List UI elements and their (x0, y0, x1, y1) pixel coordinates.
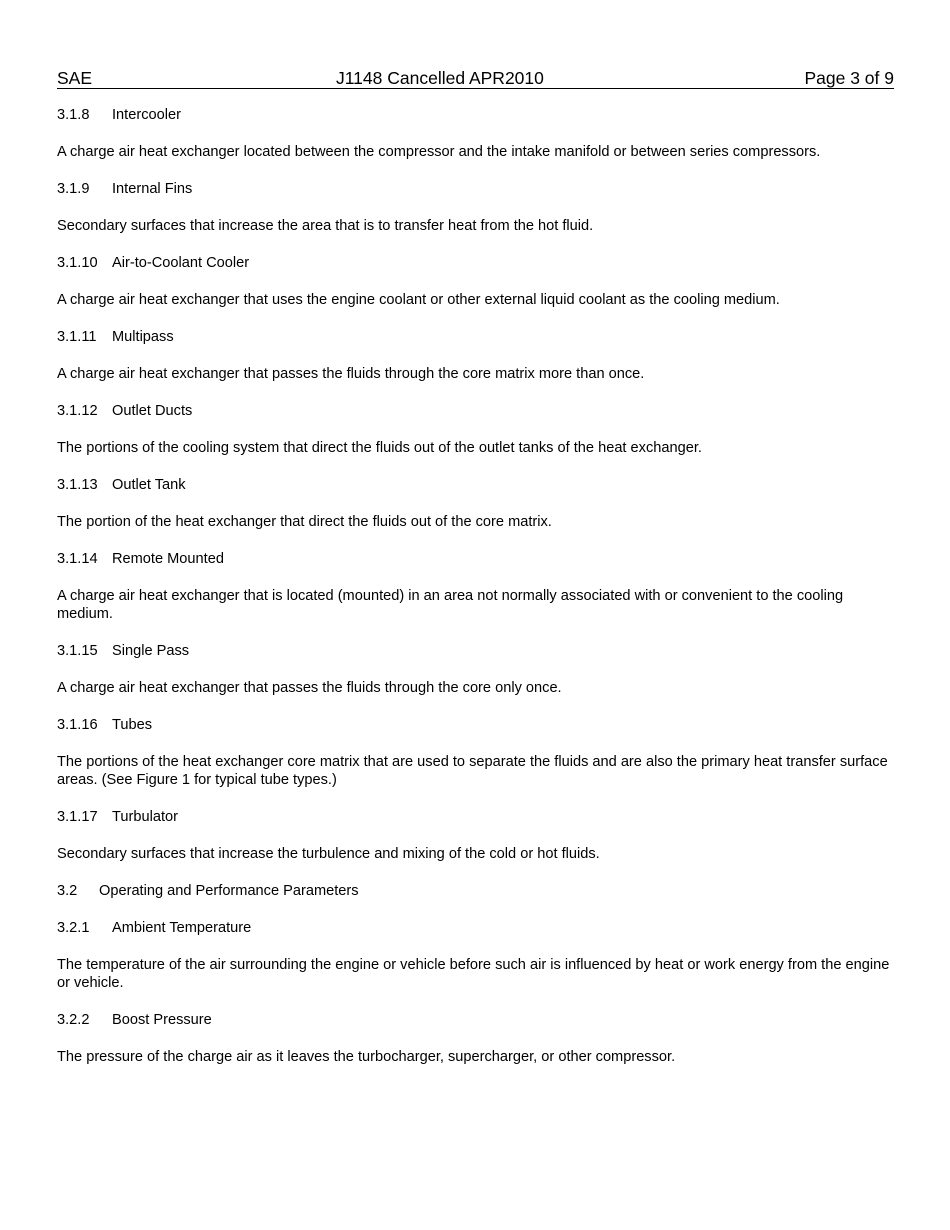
page-header (57, 68, 894, 89)
section-title: Internal Fins (112, 181, 193, 197)
section-definition: Secondary surfaces that increase the turbulence and mixing of the cold or hot fluids. (57, 846, 600, 862)
section-number: 3.1.14 (57, 551, 98, 567)
section-number: 3.1.16 (57, 717, 98, 733)
section-heading (57, 1011, 894, 1029)
section-number: 3.1.8 (57, 107, 90, 123)
section-heading (57, 716, 894, 734)
section-title: Operating and Performance Parameters (99, 883, 359, 899)
section-definition: A charge air heat exchanger that passes the fluids through the core matrix more than once. (57, 366, 645, 382)
section-title: Turbulator (112, 809, 178, 825)
section-title: Single Pass (112, 643, 190, 659)
section-definition: The portion of the heat exchanger that direct the fluids out of the core matrix. (57, 514, 552, 530)
section-definition: A charge air heat exchanger that is located (mounted) in an area not normally associated with or convenient to the cooling medium. (57, 588, 844, 622)
section-definition: A charge air heat exchanger that uses the engine coolant or other external liquid coolant as the cooling medium. (57, 292, 780, 308)
section-heading (57, 180, 894, 198)
section-number: 3.1.10 (57, 255, 98, 271)
section-number: 3.1.12 (57, 403, 98, 419)
section-definition: The temperature of the air surrounding the engine or vehicle before such air is influenced by heat or work energy from the engine or vehicle. (57, 957, 890, 991)
section-definition: A charge air heat exchanger located between the compressor and the intake manifold or between series compressors. (57, 144, 821, 160)
section-definition: The pressure of the charge air as it leaves the turbocharger, supercharger, or other compressor. (57, 1049, 676, 1065)
section-definition: Secondary surfaces that increase the area that is to transfer heat from the hot fluid. (57, 218, 594, 234)
section-definition: The portions of the cooling system that direct the fluids out of the outlet tanks of the heat exchanger. (57, 440, 702, 456)
section-number: 3.1.17 (57, 809, 98, 825)
section-heading (57, 919, 894, 937)
page-content (57, 106, 894, 1066)
section-title: Outlet Tank (112, 477, 186, 493)
section-title: Multipass (112, 329, 174, 345)
section-number: 3.1.13 (57, 477, 98, 493)
section-number: 3.1.9 (57, 181, 90, 197)
section-number: 3.1.15 (57, 643, 98, 659)
section-heading (57, 254, 894, 272)
section-heading (57, 476, 894, 494)
section-title: Intercooler (112, 107, 181, 123)
section-title: Outlet Ducts (112, 403, 193, 419)
section-heading (57, 328, 894, 346)
section-title: Boost Pressure (112, 1012, 212, 1028)
section-number: 3.2 (57, 883, 78, 899)
section-number: 3.2.1 (57, 920, 90, 936)
section-heading (57, 550, 894, 568)
section-number: 3.1.11 (57, 329, 97, 345)
header-document-id: J1148 Cancelled APR2010 (336, 68, 544, 88)
section-heading (57, 808, 894, 826)
section-title: Remote Mounted (112, 551, 224, 567)
header-page-number: Page 3 of 9 (804, 68, 894, 88)
section-title: Air-to-Coolant Cooler (112, 255, 250, 271)
section-heading (57, 642, 894, 660)
section-number: 3.2.2 (57, 1012, 90, 1028)
header-organization: SAE (57, 68, 93, 88)
document-page (57, 68, 894, 1085)
section-heading (57, 402, 894, 420)
section-definition: A charge air heat exchanger that passes the fluids through the core only once. (57, 680, 562, 696)
section-title: Ambient Temperature (112, 920, 252, 936)
section-heading (57, 106, 894, 124)
section-definition: The portions of the heat exchanger core matrix that are used to separate the fluids and are also the primary heat transfer surface areas. (See Figure 1 for typical tube types.) (57, 754, 888, 788)
section-heading (57, 882, 894, 900)
section-title: Tubes (112, 717, 153, 733)
